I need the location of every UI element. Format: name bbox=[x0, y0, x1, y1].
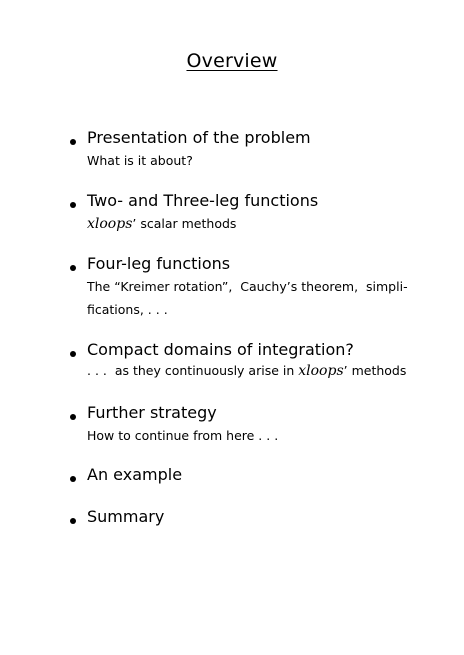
xloops-brand: xloops bbox=[87, 216, 133, 232]
item-title: Presentation of the problem bbox=[87, 128, 311, 147]
item-subtitle-text: ’ scalar methods bbox=[132, 216, 237, 231]
bullet-icon bbox=[70, 139, 76, 145]
item-subtitle: How to continue from here . . . bbox=[87, 428, 279, 443]
page-title: Overview bbox=[186, 50, 278, 72]
item-title: Compact domains of integration? bbox=[87, 340, 354, 359]
item-title: Four-leg functions bbox=[87, 254, 231, 273]
bullet-icon bbox=[70, 518, 76, 524]
bullet-icon bbox=[70, 476, 76, 482]
item-subtitle bbox=[87, 212, 432, 236]
bullet-icon bbox=[70, 265, 76, 271]
item-subtitle: What is it about? bbox=[87, 153, 193, 168]
bullet-icon bbox=[70, 414, 76, 420]
item-subtitle-line-1: The “Kreimer rotation”, Cauchy’s theorem, simpli- bbox=[87, 279, 408, 294]
bullet-icon bbox=[70, 202, 76, 208]
xloops-brand: xloops bbox=[298, 363, 344, 379]
item-title: Two- and Three-leg functions bbox=[87, 191, 319, 210]
item-title: Further strategy bbox=[87, 403, 217, 422]
item-subtitle-text: ’ methods bbox=[343, 363, 407, 378]
item-title: Summary bbox=[87, 507, 165, 526]
item-subtitle-text: . . . as they continuously arise in bbox=[87, 363, 299, 378]
item-subtitle-line-2: fications, . . . bbox=[87, 302, 168, 317]
item-title: An example bbox=[87, 465, 183, 484]
item-subtitle bbox=[87, 359, 432, 383]
bullet-icon bbox=[70, 351, 76, 357]
